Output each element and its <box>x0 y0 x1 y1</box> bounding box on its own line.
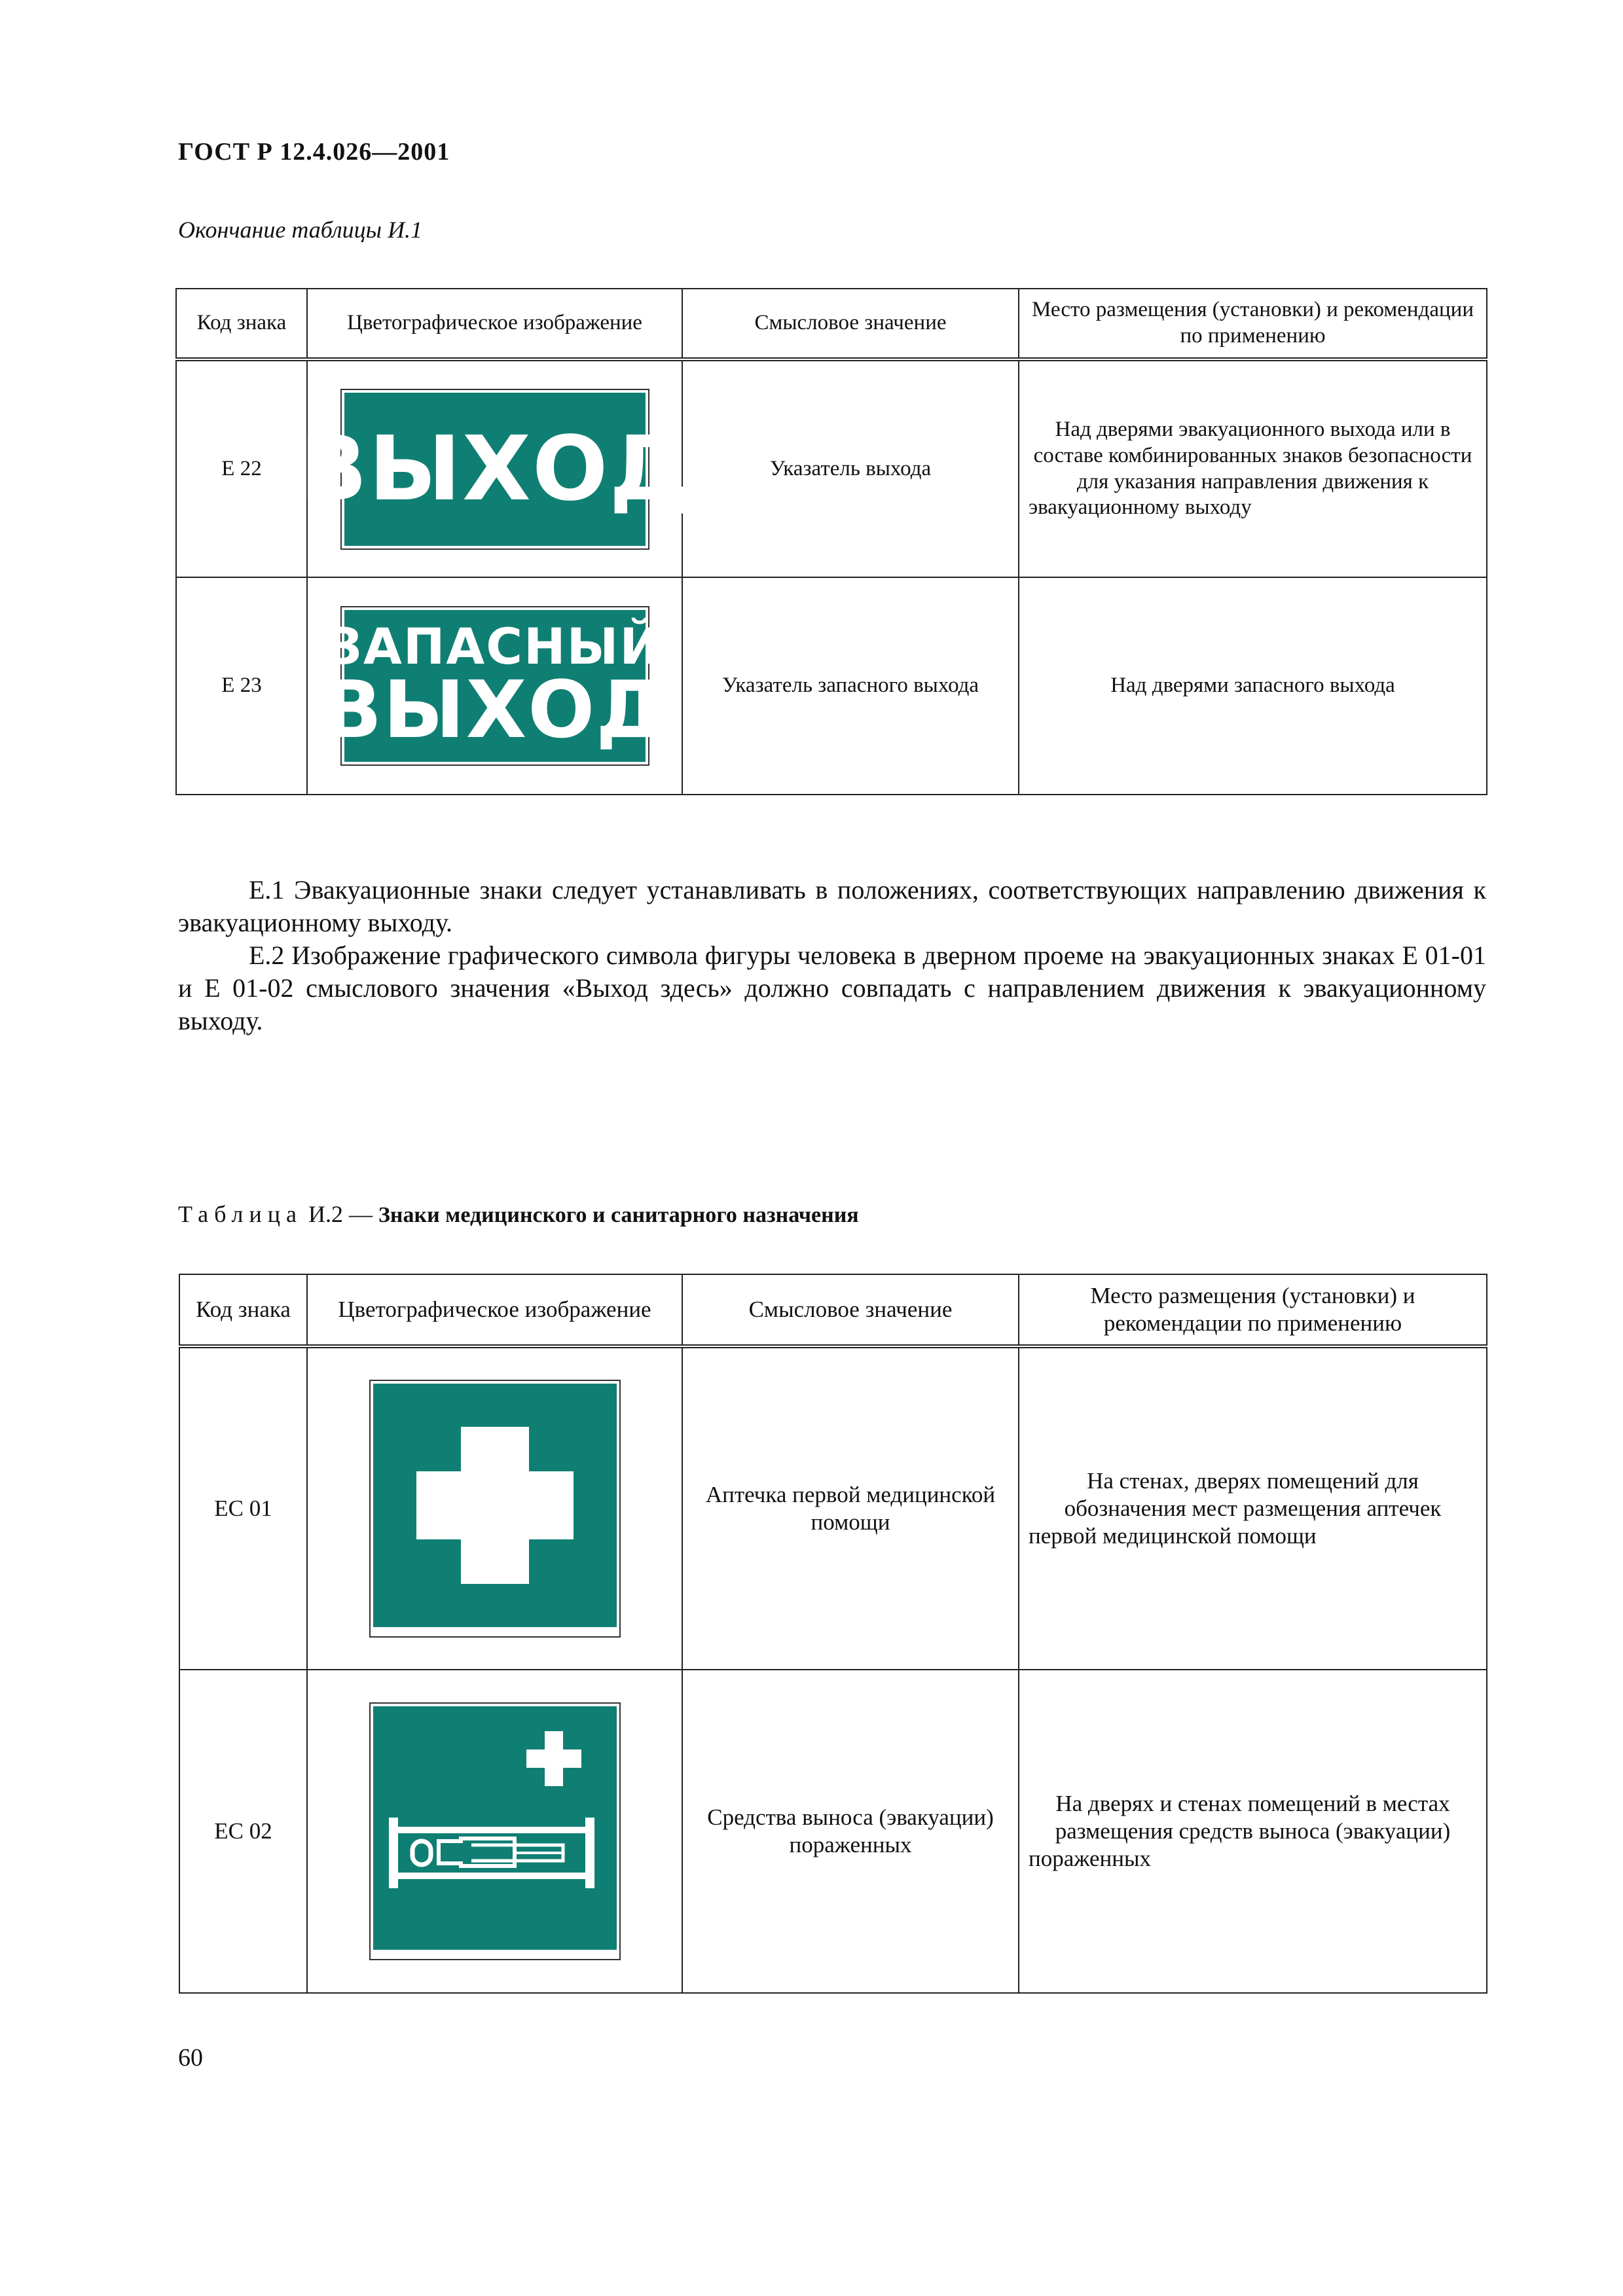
table-row <box>179 1346 1487 1670</box>
column-header-image: Цветографическое изображение <box>307 1274 682 1346</box>
column-header-meaning: Смысловое значение <box>682 1274 1019 1346</box>
sign-image-cell <box>307 1670 682 1993</box>
table-header-row <box>179 1274 1487 1346</box>
document-header: ГОСТ Р 12.4.026—2001 <box>178 138 450 166</box>
table2-caption <box>178 1200 859 1228</box>
sign-placement: Над дверями запасного выхода <box>1019 577 1487 795</box>
table2-caption-label: Таблица <box>178 1201 302 1227</box>
note-paragraph: Е.2 Изображение графического символа фигуры человека в дверном проеме на эвакуационных знаках Е 01-01 и Е 01-02 смыслового значения «Выход здесь» должно совпадать с направлением движения к эвакуационному выходу. <box>178 941 1486 1035</box>
sign-image-cell <box>307 577 682 795</box>
sign-meaning: Указатель запасного выхода <box>682 577 1019 795</box>
table-header-row <box>176 289 1487 359</box>
stretcher-sign <box>369 1702 621 1960</box>
first-aid-sign <box>369 1380 621 1638</box>
table1-caption: Окончание таблицы И.1 <box>178 217 423 243</box>
exit-sign <box>299 389 690 550</box>
sign-placement: На дверях и стенах помещений в местах размещения средств выноса (эвакуации) пораженных <box>1019 1670 1487 1993</box>
stretcher-icon <box>373 1706 617 1950</box>
column-header-code: Код знака <box>176 289 307 359</box>
column-header-meaning: Смысловое значение <box>682 289 1019 359</box>
table2-caption-number: И.2 — <box>308 1201 373 1227</box>
notes-section <box>178 874 1486 1037</box>
note-paragraph: Е.1 Эвакуационные знаки следует устанавливать в положениях, соответствующих направлению движения к эвакуационному выходу. <box>178 875 1486 937</box>
sign-code: Е 22 <box>176 359 307 577</box>
column-header-image: Цветографическое изображение <box>307 289 682 359</box>
table2-caption-title: Знаки медицинского и санитарного назначения <box>378 1203 859 1227</box>
sign-placement: На стенах, дверях помещений для обозначения мест размещения аптечек первой медицинской помощи <box>1019 1346 1487 1670</box>
column-header-code: Код знака <box>179 1274 307 1346</box>
page-number: 60 <box>178 2044 203 2072</box>
table-row <box>176 577 1487 795</box>
emergency-exit-sign <box>321 606 668 766</box>
table-evacuation-signs <box>175 288 1487 795</box>
sign-placement: Над дверями эвакуационного выхода или в составе комбинированных знаков безопасности для указания направления движения к эвакуационному выходу <box>1019 359 1487 577</box>
exit-sign-text: ВЫХОД <box>299 417 690 521</box>
sign-meaning: Аптечка первой медицинской помощи <box>682 1346 1019 1670</box>
sign-code: Е 23 <box>176 577 307 795</box>
emergency-exit-sign-text: ЗАПАСНЫЙ ВЫХОД <box>321 617 668 756</box>
table-row <box>179 1670 1487 1993</box>
first-aid-cross-icon <box>373 1384 617 1627</box>
table-row <box>176 359 1487 577</box>
column-header-placement: Место размещения (установки) и рекомендации по применению <box>1019 1274 1487 1346</box>
table-medical-signs <box>179 1274 1487 1994</box>
sign-code: ЕС 01 <box>179 1346 307 1670</box>
sign-image-cell <box>299 359 690 577</box>
sign-meaning: Средства выноса (эвакуации) пораженных <box>682 1670 1019 1993</box>
sign-meaning: Указатель выхода <box>682 359 1019 577</box>
sign-code: ЕС 02 <box>179 1670 307 1993</box>
sign-image-cell <box>307 1346 682 1670</box>
column-header-placement: Место размещения (установки) и рекомендации по применению <box>1019 289 1487 359</box>
